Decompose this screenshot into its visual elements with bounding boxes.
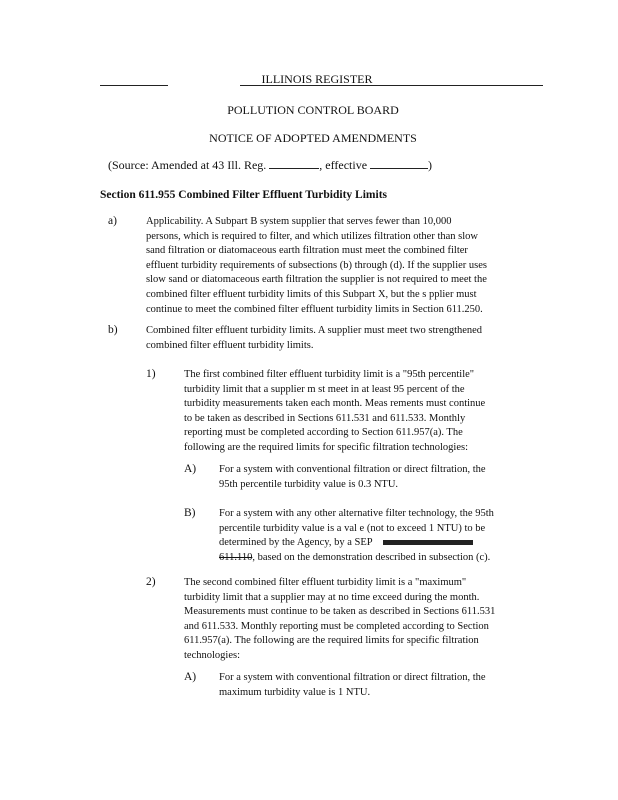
text-line: effluent turbidity requirements of subsections (b) through (d). If the supplier uses [146, 259, 487, 271]
redaction-mark [383, 540, 473, 545]
para-b2-label: 2) [146, 576, 156, 588]
para-b1B-label: B) [184, 507, 196, 519]
text-line: combined filter effluent turbidity limits of this Subpart X, but the s pplier must [146, 288, 477, 300]
text-line: For a system with conventional filtration or direct filtration, the [219, 464, 486, 475]
source-effective: , effective [319, 158, 368, 172]
text-line: For a system with any other alternative filter technology, the 95th [219, 508, 494, 519]
text-segment: , based on the demonstration described in subsection (c). [252, 551, 491, 563]
para-b1A-label: A) [184, 463, 197, 475]
text-line: reporting must be completed according to Section 611.957(a). The [184, 427, 463, 439]
text-line: combined filter effluent turbidity limits. [146, 339, 314, 351]
para-b2-text [184, 576, 495, 664]
text-line: percentile turbidity value is a val e (not to exceed 1 NTU) to be [219, 522, 486, 534]
text-line: sand filtration or diatomaceous earth filtration must meet the combined filter [146, 245, 468, 257]
text-line: continue to meet the combined filter effluent turbidity limits in Section 611.250. [146, 303, 483, 315]
text-line: turbidity limit that a supplier m st meet in at least 95 percent of the [184, 383, 465, 395]
board-title: POLLUTION CONTROL BOARD [227, 103, 399, 117]
text-line: 95th percentile turbidity value is 0.3 NTU. [219, 478, 399, 490]
para-b2A-label: A) [184, 671, 197, 683]
text-line: Measurements must continue to be taken as described in Sections 611.531 [184, 606, 496, 618]
text-line: technologies: [184, 649, 240, 661]
struck-citation: 611.110 [219, 551, 253, 563]
para-b1A-text [219, 463, 486, 492]
text-line: 611.957(a). The following are the required limits for specific filtration [184, 635, 479, 647]
register-page-blank [269, 158, 319, 169]
source-note [108, 158, 432, 173]
para-b-text [146, 324, 482, 353]
text-line [219, 551, 494, 566]
para-b2A-text [219, 671, 486, 700]
text-line: The second combined filter effluent turbidity limit is a "maximum" [184, 577, 467, 588]
text-line: turbidity measurements taken each month. Meas rements must continue [184, 398, 486, 410]
effective-date-blank [370, 158, 428, 169]
text-line: persons, which is required to filter, and which utilizes filtration other than slow [146, 230, 479, 242]
text-line [219, 536, 494, 551]
para-b1B-text [219, 507, 494, 565]
para-a-label: a) [108, 215, 117, 227]
text-line: Applicability. A Subpart B system supplier that serves fewer than 10,000 [146, 216, 452, 227]
text-line: to be taken as described in Sections 611.531 and 611.533. Monthly [184, 412, 466, 424]
text-line: maximum turbidity value is 1 NTU. [219, 686, 371, 698]
text-line: slow sand or diatomaceous earth filtration the supplier is not required to meet the [146, 274, 487, 286]
para-b1-label: 1) [146, 368, 156, 380]
section-heading: Section 611.955 Combined Filter Effluent Turbidity Limits [100, 189, 387, 201]
text-line: Combined filter effluent turbidity limits. A supplier must meet two strengthened [146, 325, 483, 336]
source-prefix: (Source: Amended at 43 Ill. Reg. [108, 158, 267, 172]
text-line: For a system with conventional filtration or direct filtration, the [219, 672, 486, 683]
text-line: turbidity limit that a supplier may at no time exceed during the month. [184, 591, 480, 603]
source-suffix: ) [428, 158, 433, 172]
para-b-label: b) [108, 324, 118, 336]
text-line: and 611.533. Monthly reporting must be completed according to Section [184, 620, 489, 632]
para-b1-text [184, 368, 485, 456]
text-segment: determined by the Agency, by a SEP [219, 537, 373, 549]
text-line: following are the required limits for specific filtration technologies: [184, 441, 468, 453]
notice-title: NOTICE OF ADOPTED AMENDMENTS [209, 131, 417, 145]
register-title: ILLINOIS REGISTER [261, 72, 373, 86]
para-a-text [146, 215, 487, 317]
text-line: The first combined filter effluent turbidity limit is a "95th percentile" [184, 369, 475, 380]
